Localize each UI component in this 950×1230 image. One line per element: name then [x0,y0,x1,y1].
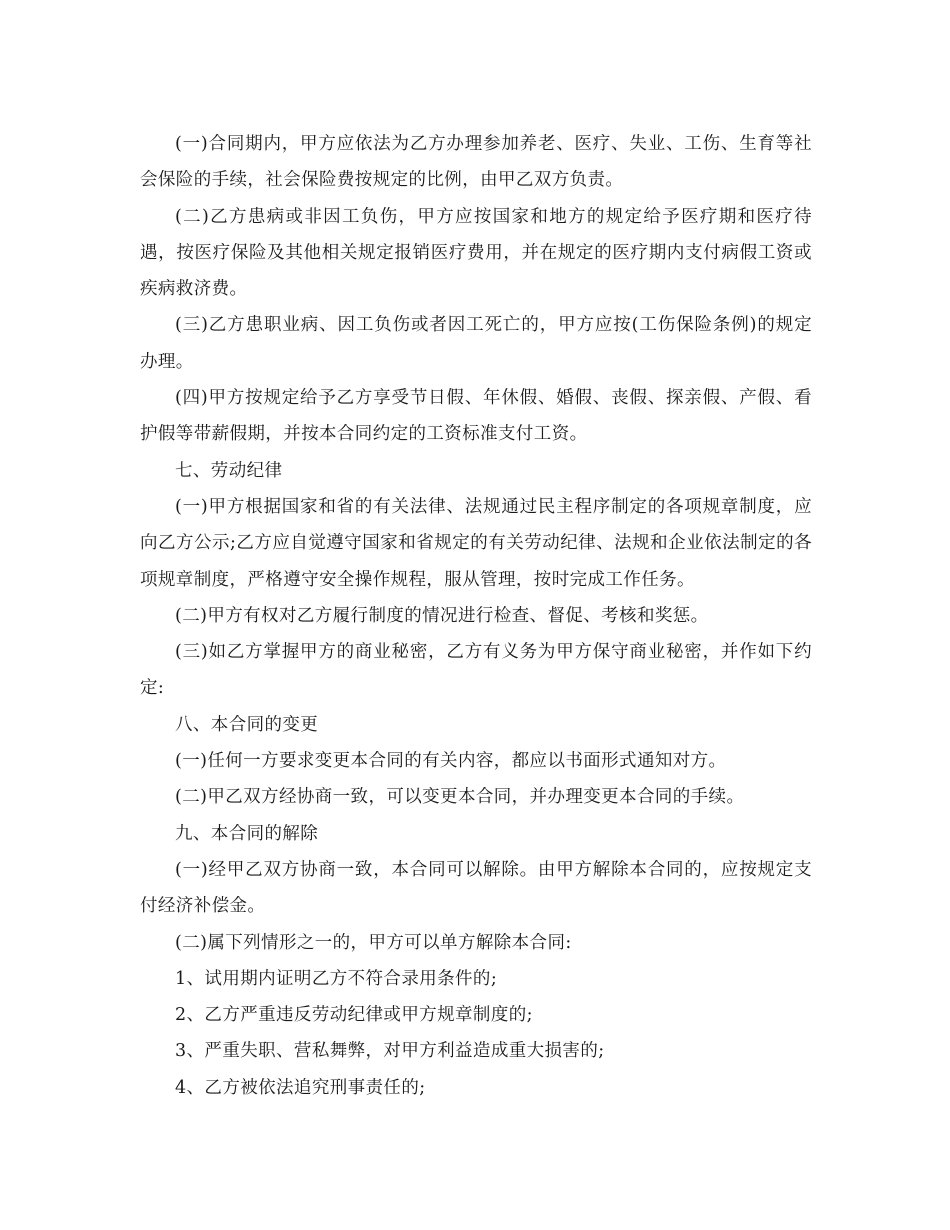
section-heading-contract-termination: 九、本合同的解除 [175,823,319,844]
section-heading-contract-change: 八、本合同的变更 [175,714,319,735]
list-item-probation: 1、试用期内证明乙方不符合录用条件的; [175,968,498,989]
clause-rules-publication: (一)甲方根据国家和省的有关法律、法规通过民主程序制定的各项规章制度，应向乙方公示;乙方应自觉遵守国家和省规定的有关劳动纪律、法规和企业依法制定的各项规章制度，严格遵守安全操作规程，服从管理，按时完成工作任务。 [140,496,812,590]
clause-mutual-termination: (一)经甲乙双方协商一致，本合同可以解除。由甲方解除本合同的，应按规定支付经济补偿金。 [140,859,812,917]
clause-written-notice: (一)任何一方要求变更本合同的有关内容，都应以书面形式通知对方。 [175,751,727,772]
list-item-criminal-liability: 4、乙方被依法追究刑事责任的; [175,1077,426,1098]
clause-occupational-injury: (三)乙方患职业病、因工负伤或者因工死亡的，甲方应按(工伤保险条例)的规定办理。 [140,315,812,372]
clause-supervision: (二)甲方有权对乙方履行制度的情况进行检查、督促、考核和奖惩。 [175,605,709,626]
document-page [140,126,812,1106]
clause-unilateral-termination: (二)属下列情形之一的，甲方可以单方解除本合同: [175,932,572,953]
clause-paid-leave: (四)甲方按规定给予乙方享受节日假、年休假、婚假、丧假、探亲假、产假、看护假等带薪假期，并按本合同约定的工资标准支付工资。 [140,388,812,445]
clause-social-insurance: (一)合同期内，甲方应依法为乙方办理参加养老、医疗、失业、工伤、生育等社会保险的手续，社会保险费按规定的比例，由甲乙双方负责。 [140,134,812,191]
clause-trade-secrets: (三)如乙方掌握甲方的商业秘密，乙方有义务为甲方保守商业秘密，并作如下约定: [140,642,812,699]
list-item-discipline-violation: 2、乙方严重违反劳动纪律或甲方规章制度的; [175,1005,533,1026]
clause-medical-leave: (二)乙方患病或非因工负伤，甲方应按国家和地方的规定给予医疗期和医疗待遇，按医疗保险及其他相关规定报销医疗费用，并在规定的医疗期内支付病假工资或疾病救济费。 [140,206,812,300]
section-heading-labor-discipline: 七、劳动纪律 [175,460,283,481]
list-item-misconduct: 3、严重失职、营私舞弊，对甲方利益造成重大损害的; [175,1041,605,1062]
clause-mutual-change: (二)甲乙双方经协商一致，可以变更本合同，并办理变更本合同的手续。 [175,787,745,808]
